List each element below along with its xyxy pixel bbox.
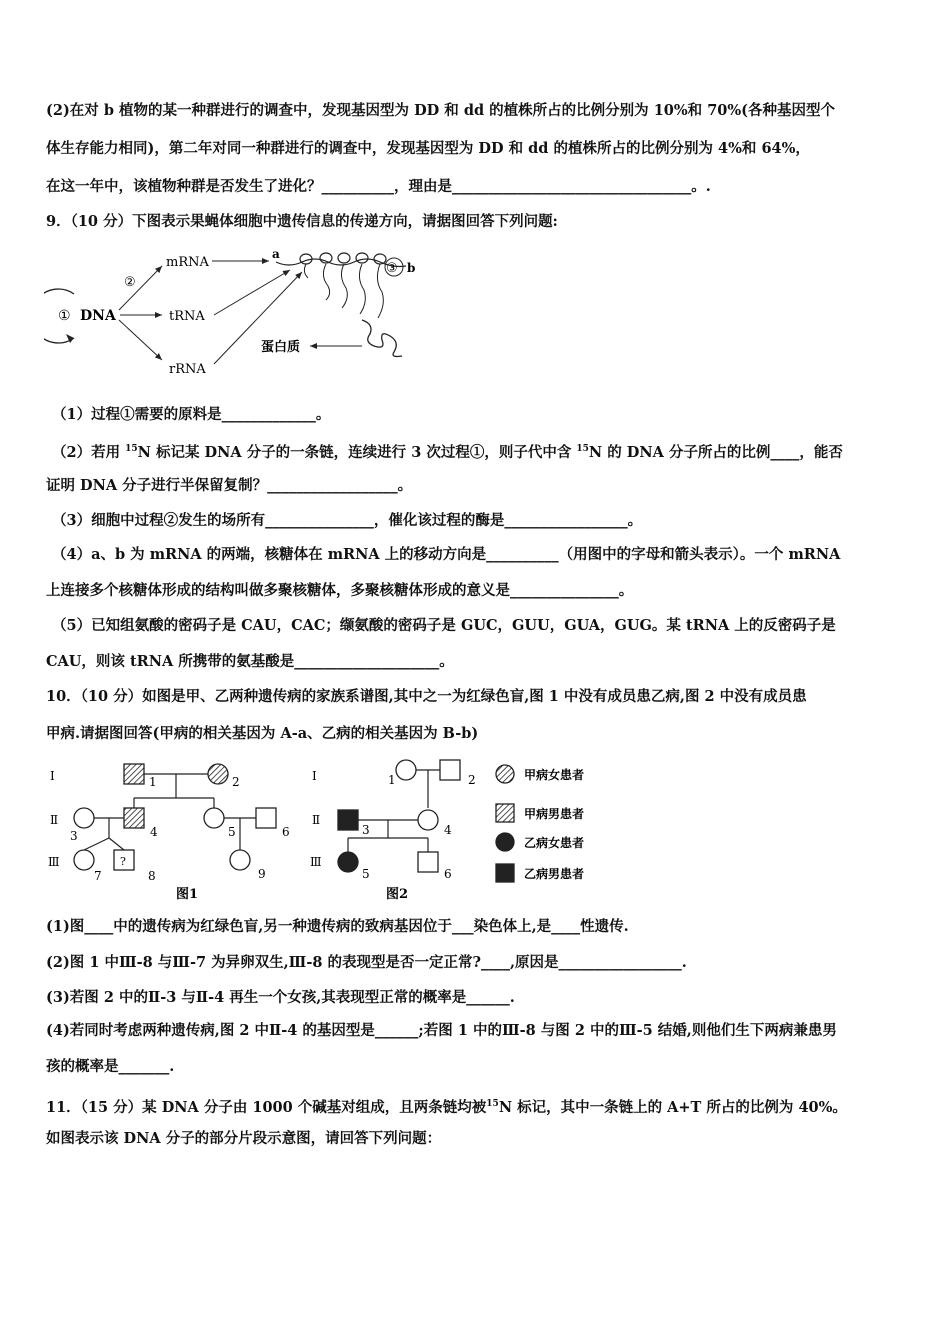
- q9-sub-2a: （2）若用 $^{15}$N 标记某 DNA 分子的一条链，连续进行 3 次过程①，则子代中含 $^{15}$N 的 DNA 分子所占的比例____，能否: [52, 443, 843, 461]
- q10-sub-4b: 孩的概率是_______.: [46, 1058, 175, 1075]
- fig1-II4-male-affected: [124, 808, 144, 828]
- q10-title-1: 10．（10 分）如图是甲、乙两种遗传病的家族系谱图,其中之一为红绿色盲,图 1 中没有成员患乙病,图 2 中没有成员患: [46, 688, 807, 705]
- mrna-label: mRNA: [166, 255, 209, 270]
- gene-expression-figure: [44, 242, 424, 377]
- fig2-I1-female: [396, 760, 416, 780]
- legend-a-female-swatch: [496, 765, 514, 783]
- legend-a-male: 甲病男患者: [524, 807, 585, 821]
- q8-line-1: (2)在对 b 植物的某一种群进行的调查中，发现基因型为 DD 和 dd 的植株所占的比例分别为 10%和 70%(各种基因型个: [46, 102, 836, 119]
- legend-a-female: 甲病女患者: [524, 768, 585, 782]
- mrna-end-b-label: b: [407, 261, 416, 275]
- q10-sub-1: (1)图____中的遗传病为红绿色盲,另一种遗传病的致病基因位于___染色体上,是____性遗传.: [46, 918, 629, 935]
- q9-sub-5a: （5）已知组氨酸的密码子是 CAU，CAC；缬氨酸的密码子是 GUC，GUU，GUA，GUG。某 tRNA 上的反密码子是: [52, 617, 836, 634]
- q8-line-2: 体生存能力相同)，第二年对同一种群进行的调查中，发现基因型为 DD 和 dd 的植株所占的比例分别为 4%和 64%，: [46, 140, 810, 157]
- q9-sub-4a: （4）a、b 为 mRNA 的两端，核糖体在 mRNA 上的移动方向是__________（用图中的字母和箭头表示）。一个 mRNA: [52, 546, 841, 563]
- q9-sub-1: （1）过程①需要的原料是_____________。: [52, 406, 331, 423]
- fig2-III6-male: [418, 852, 438, 872]
- fig1-gen-2: Ⅱ: [50, 813, 59, 827]
- q10-sub-3: (3)若图 2 中的Ⅱ-3 与Ⅱ-4 再生一个女孩,其表现型正常的概率是______.: [46, 989, 515, 1006]
- svg-text:2: 2: [468, 773, 476, 787]
- fig2-II4-female: [418, 810, 438, 830]
- trna-to-ribosome-arrow: [214, 270, 290, 315]
- svg-text:7: 7: [94, 869, 102, 883]
- legend-b-female: 乙病女患者: [524, 836, 585, 850]
- ribosome-3: [338, 253, 350, 263]
- fig2-I2-male: [440, 760, 460, 780]
- circle1-label: ①: [58, 308, 71, 324]
- fig2-caption: 图2: [386, 887, 409, 902]
- svg-text:4: 4: [444, 823, 452, 837]
- svg-text:4: 4: [150, 825, 158, 839]
- legend-a-male-swatch: [496, 804, 514, 822]
- svg-text:5: 5: [228, 825, 236, 839]
- svg-text:1: 1: [149, 775, 157, 789]
- legend-b-male-swatch: [496, 864, 514, 882]
- fig2-II3-male-affected: [338, 810, 358, 830]
- fig2-III5-female-affected: [338, 852, 358, 872]
- mrna-end-a-label: a: [272, 247, 280, 261]
- q9-sub-2b: 证明 DNA 分子进行半保留复制？__________________。: [46, 477, 413, 494]
- protein-label: 蛋白质: [261, 340, 301, 355]
- circle2-label: ②: [124, 275, 136, 290]
- folded-protein: [362, 320, 402, 357]
- fig2-gen-1: Ⅰ: [312, 769, 317, 783]
- q10-sub-2: (2)图 1 中Ⅲ-8 与Ⅲ-7 为异卵双生,Ⅲ-8 的表现型是否一定正常?____,原因是_________________.: [46, 954, 687, 971]
- fig1-I2-female-affected: [208, 764, 228, 784]
- fig1-III9-female: [230, 850, 250, 870]
- fig1-II5-female: [204, 808, 224, 828]
- q9-title: 9．（10 分）下图表示果蝇体细胞中遗传信息的传递方向，请据图回答下列问题:: [46, 213, 558, 230]
- legend-b-male: 乙病男患者: [524, 867, 585, 881]
- arrow-to-rrna: [119, 320, 162, 360]
- svg-text:6: 6: [444, 867, 452, 881]
- svg-text:2: 2: [232, 775, 240, 789]
- svg-text:3: 3: [70, 829, 78, 843]
- circle3-label: ③: [386, 261, 398, 276]
- fig2-gen-3: Ⅲ: [310, 855, 322, 869]
- svg-text:5: 5: [362, 867, 370, 881]
- trna-label: tRNA: [169, 309, 205, 324]
- fig2-gen-2: Ⅱ: [312, 813, 321, 827]
- fig1-gen-1: Ⅰ: [50, 769, 55, 783]
- q8-line-3: 在这一年中，该植物种群是否发生了进化？__________，理由是_________________________________。.: [46, 178, 711, 195]
- q10-title-2: 甲病.请据图回答(甲病的相关基因为 A-a、乙病的相关基因为 B-b): [46, 725, 479, 742]
- svg-text:8: 8: [148, 869, 156, 883]
- rrna-label: rRNA: [169, 362, 206, 377]
- fig1-III7-female: [74, 850, 94, 870]
- q9-sub-5b: CAU，则该 tRNA 所携带的氨基酸是____________________。: [46, 653, 454, 670]
- dna-label: DNA: [80, 308, 116, 324]
- q11-line-2: 如图表示该 DNA 分子的部分片段示意图，请回答下列问题：: [46, 1130, 442, 1147]
- svg-text:3: 3: [362, 823, 370, 837]
- q10-sub-4a: (4)若同时考虑两种遗传病,图 2 中Ⅱ-4 的基因型是______;若图 1 中的Ⅲ-8 与图 2 中的Ⅲ-5 结婚,则他们生下两病兼患男: [46, 1022, 837, 1039]
- svg-text:6: 6: [282, 825, 290, 839]
- fig1-II3-female: [74, 808, 94, 828]
- fig1-caption: 图1: [176, 887, 199, 902]
- svg-text:?: ?: [120, 855, 126, 868]
- q11-line-1: 11．（15 分）某 DNA 分子由 1000 个碱基对组成，且两条链均被$^{15}$N 标记，其中一条链上的 A+T 所占的比例为 40%。: [46, 1098, 847, 1116]
- fig1-gen-3: Ⅲ: [48, 855, 60, 869]
- q9-sub-3: （3）细胞中过程②发生的场所有_______________，催化该过程的酶是_________________。: [52, 512, 643, 529]
- svg-text:9: 9: [258, 867, 266, 881]
- ribosome-4: [356, 253, 368, 263]
- legend-b-female-swatch: [496, 833, 514, 851]
- fig1-II6-male: [256, 808, 276, 828]
- pedigree-figure: [44, 754, 614, 904]
- q9-sub-4b: 上连接多个核糖体形成的结构叫做多聚核糖体，多聚核糖体形成的意义是_______________。: [46, 582, 634, 599]
- svg-text:1: 1: [388, 773, 396, 787]
- fig1-I1-male-affected: [124, 764, 144, 784]
